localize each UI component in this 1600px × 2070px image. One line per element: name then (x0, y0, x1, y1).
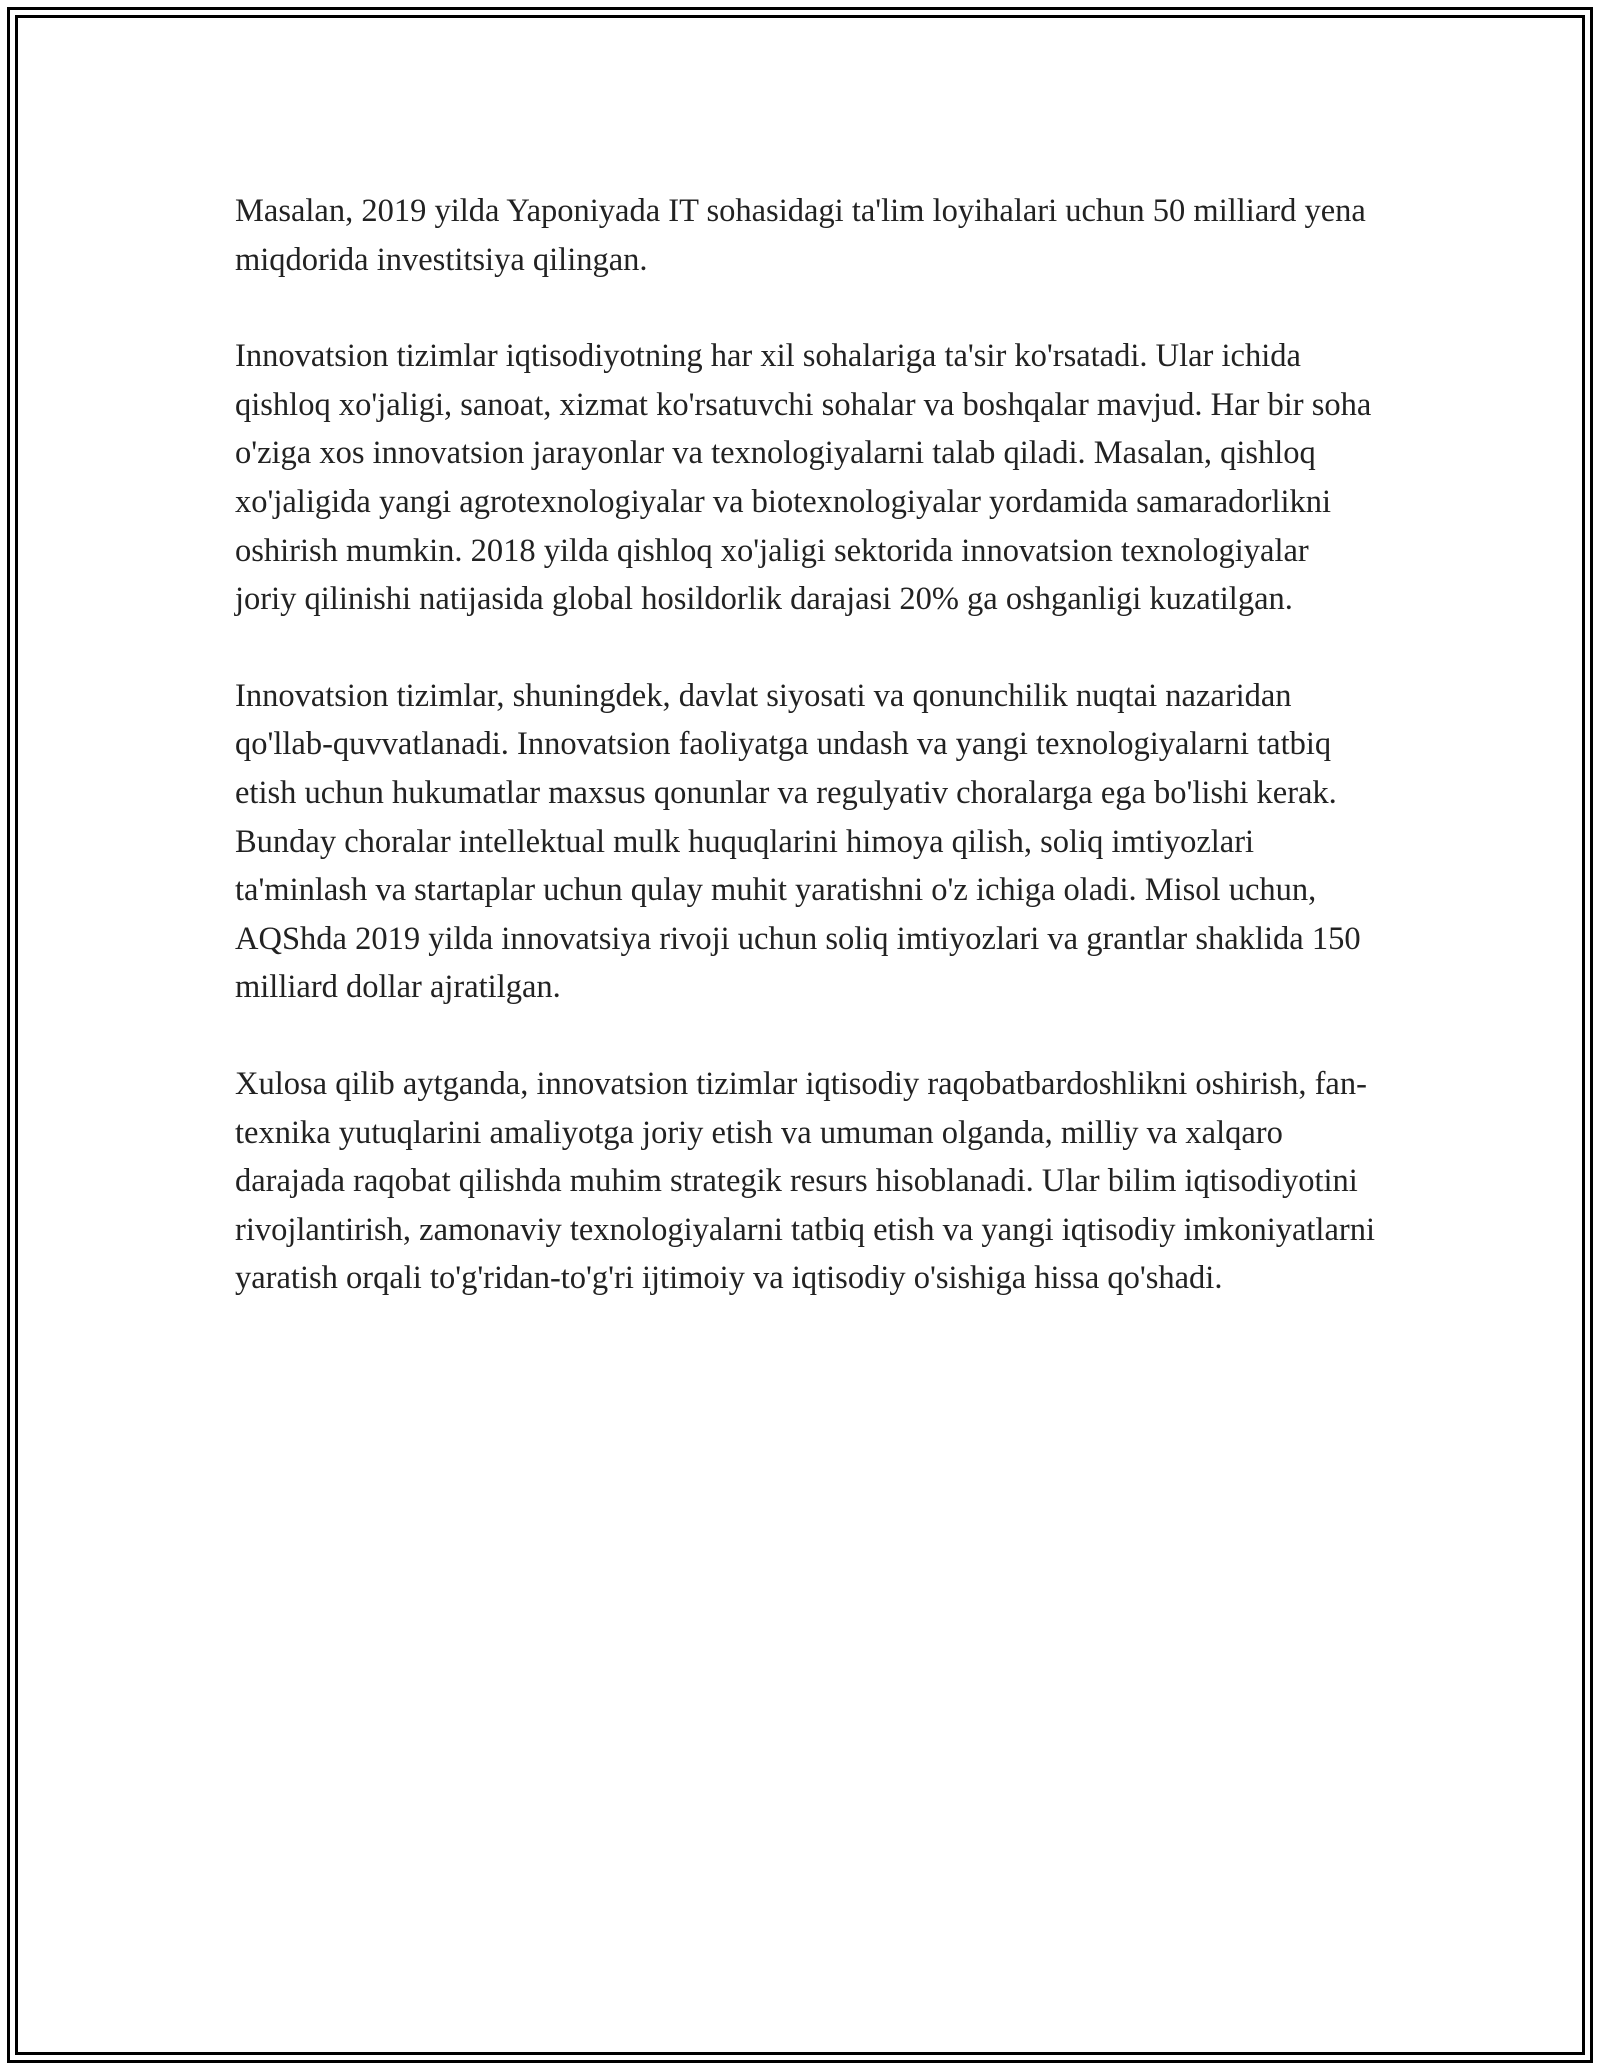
paragraph-japan-investment: Masalan, 2019 yilda Yaponiyada IT sohasidagi ta'lim loyihalari uchun 50 milliard yena miqdorida investitsiya qilingan. (235, 193, 1366, 278)
document-body (235, 187, 1375, 1351)
paragraph-state-policy: Innovatsion tizimlar, shuningdek, davlat siyosati va qonunchilik nuqtai nazaridan qo'llab-quvvatlanadi. Innovatsion faoliyatga undash va yangi texnologiyalarni tatbiq etish uchun hukumatlar maxsus qonunlar va regulyativ choralarga ega bo'lishi kerak. Bunday choralar intellektual mulk huquqlarini himoya qilish, soliq imtiyozlari ta'minlash va startaplar uchun qulay muhit yaratishni o'z ichiga oladi. Misol uchun, AQShda 2019 yilda innovatsiya rivoji uchun soliq imtiyozlari va grantlar shaklida 150 milliard dollar ajratilgan. (235, 677, 1361, 1006)
paragraph-conclusion: Xulosa qilib aytganda, innovatsion tizimlar iqtisodiy raqobatbardoshlikni oshirish, fan-texnika yutuqlarini amaliyotga joriy etish va umuman olganda, milliy va xalqaro darajada raqobat qilishda muhim strategik resurs hisoblanadi. Ular bilim iqtisodiyotini rivojlantirish, zamonaviy texnologiyalarni tatbiq etish va yangi iqtisodiy imkoniyatlarni yaratish orqali to'g'ridan-to'g'ri ijtimoiy va iqtisodiy o'sishiga hissa qo'shadi. (235, 1065, 1375, 1297)
paragraph-economic-sectors: Innovatsion tizimlar iqtisodiyotning har xil sohalariga ta'sir ko'rsatadi. Ular ichida qishloq xo'jaligi, sanoat, xizmat ko'rsatuvchi sohalar va boshqalar mavjud. Har bir soha o'ziga xos innovatsion jarayonlar va texnologiyalarni talab qiladi. Masalan, qishloq xo'jaligida yangi agrotexnologiyalar va biotexnologiyalar yordamida samaradorlikni oshirish mumkin. 2018 yilda qishloq xo'jaligi sektorida innovatsion texnologiyalar joriy qilinishi natijasida global hosildorlik darajasi 20% ga oshganligi kuzatilgan. (235, 338, 1372, 618)
